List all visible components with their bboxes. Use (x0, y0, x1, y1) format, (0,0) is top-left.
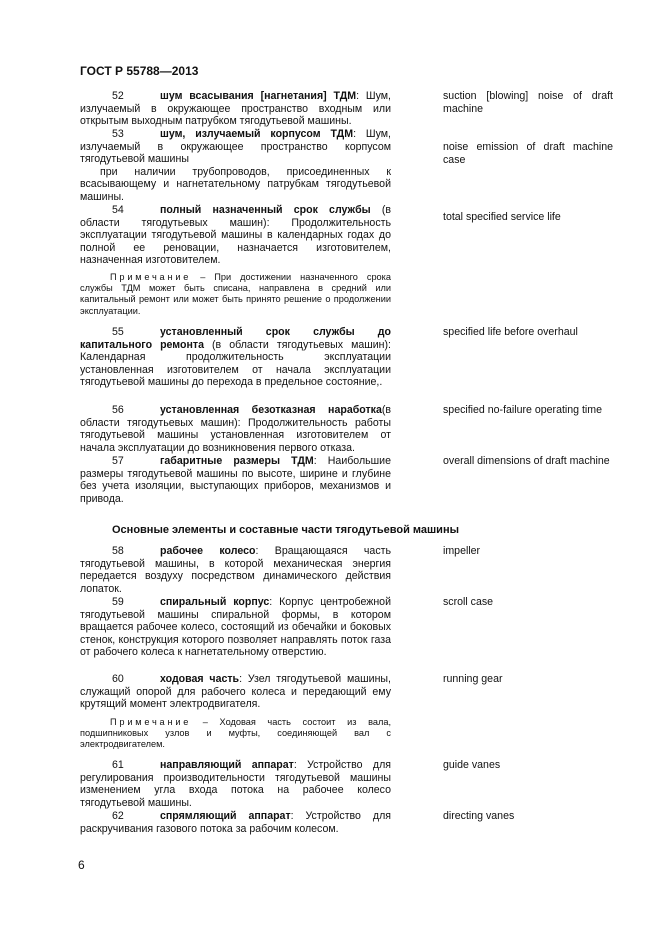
term-name: шум, излучаемый корпусом ТДМ (160, 128, 354, 140)
term-62-en: directing vanes (443, 810, 515, 822)
note-label: Примечание (110, 272, 192, 282)
section-title: Основные элементы и составные части тягодутьевой машины (112, 524, 459, 536)
term-53-en: noise emission of draft machine case (443, 141, 613, 166)
term-number: 52 (112, 90, 124, 102)
term-name: спиральный корпус (160, 596, 270, 608)
term-name: полный назначенный срок службы (160, 204, 371, 216)
term-definition: : Корпус центробежной тягодутьевой машины спиральной формы, в котором вращается рабочее колесо, состоящий из обечайки и боковых стенок, конструкция которого позволяет направлять поток газа от рабочего колеса к нагнетательному отверстию. (80, 596, 391, 659)
term-number: 57 (112, 455, 124, 467)
term-61 (80, 759, 391, 809)
term-58 (80, 545, 391, 595)
term-52 (80, 90, 391, 128)
term-definition: : Шум, излучаемый в окружающее пространство корпусом тягодутьевой машины (80, 128, 391, 166)
term-62 (80, 810, 391, 835)
term-definition: : Устройство для раскручивания газового потока за рабочим колесом. (80, 810, 391, 835)
term-52-en: suction [blowing] noise of draft machine (443, 90, 613, 115)
term-number: 58 (112, 545, 124, 557)
page-number: 6 (78, 858, 85, 872)
term-definition-cont: при наличии трубопроводов, присоединенных к всасывающему и нагнетательному патрубкам тягодутьевой машины. (80, 165, 391, 203)
term-56-en: specified no-failure operating time (443, 404, 602, 416)
term-number: 54 (112, 204, 124, 216)
term-57-en: overall dimensions of draft machine (443, 455, 610, 467)
note-text: – Ходовая часть состоит из вала, подшипниковых узлов и муфты, соединяющей вал с электродвигателем. (80, 717, 391, 750)
term-number: 62 (112, 810, 124, 822)
term-59-en: scroll case (443, 596, 494, 608)
term-53 (80, 128, 391, 204)
term-number: 53 (112, 128, 124, 140)
term-definition: : Вращающаяся часть тягодутьевой машины, в которой механическая энергия передается воздуху посредством динамического действия лопаток. (80, 545, 391, 595)
term-57 (80, 455, 391, 505)
term-54-en: total specified service life (443, 211, 561, 223)
term-59 (80, 596, 391, 659)
term-55 (80, 326, 391, 389)
term-definition: : Устройство для регулирования производительности тягодутьевой машины изменением угла входа потока на рабочее колесо тягодутьевой машины. (80, 759, 391, 809)
term-definition: : Шум, излучаемый в окружающее пространство входным или открытым выходным патрубком тягодутьевой машины. (80, 90, 391, 128)
note (80, 717, 391, 751)
term-56 (80, 404, 391, 454)
term-name: установленный срок службы до капитального ремонта (80, 326, 391, 351)
term-name: рабочее колесо (160, 545, 256, 557)
term-number: 60 (112, 673, 124, 685)
term-58-en: impeller (443, 545, 481, 557)
term-definition: : Наибольшие размеры тягодутьевой машины по высоте, ширине и глубине без учета изоляции, выступающих приборов, механизмов и привода. (80, 455, 391, 505)
term-number: 56 (112, 404, 124, 416)
term-number: 59 (112, 596, 124, 608)
note-text: – При достижении назначенного срока службы ТДМ может быть списана, направлена в средний или капитальный ремонт или может быть принято решение о продолжении эксплуатации. (80, 272, 391, 316)
term-54 (80, 204, 391, 267)
term-number: 55 (112, 326, 124, 338)
term-61-en: guide vanes (443, 759, 501, 771)
term-name: установленная безотказная наработка (160, 404, 382, 416)
term-name: направляющий аппарат (160, 759, 294, 771)
term-60 (80, 673, 391, 711)
term-definition: (в области тягодутьевых машин): Продолжительность работы тягодутьевой машины установленная изготовителем от начала эксплуатации до возникновения первого отказа. (80, 404, 391, 454)
note-label: Примечание (110, 717, 192, 727)
term-55-en: specified life before overhaul (443, 326, 578, 338)
term-60-en: running gear (443, 673, 503, 685)
term-name: ходовая часть (160, 673, 240, 685)
term-name: спрямляющий аппарат (160, 810, 291, 822)
note (80, 272, 391, 317)
term-definition: : Узел тягодутьевой машины, служащий опорой для рабочего колеса и передающий ему крутящий момент электродвигателя. (80, 673, 391, 711)
term-name: шум всасывания [нагнетания] ТДМ (160, 90, 357, 102)
term-definition: (в области тягодутьевых машин): Календарная продолжительность эксплуатации установленная изготовителем от начала эксплуатации тягодутьевой машины до перехода в предельное состояние,. (80, 338, 392, 389)
term-definition: (в области тягодутьевых машин): Продолжительность эксплуатации тягодутьевой машины в календарных годах до полной ее реновации, назначается изготовителем, назначенная изготовителем. (80, 204, 391, 267)
term-number: 61 (112, 759, 124, 771)
term-name: габаритные размеры ТДМ (160, 455, 314, 467)
page-header: ГОСТ Р 55788—2013 (80, 64, 199, 78)
